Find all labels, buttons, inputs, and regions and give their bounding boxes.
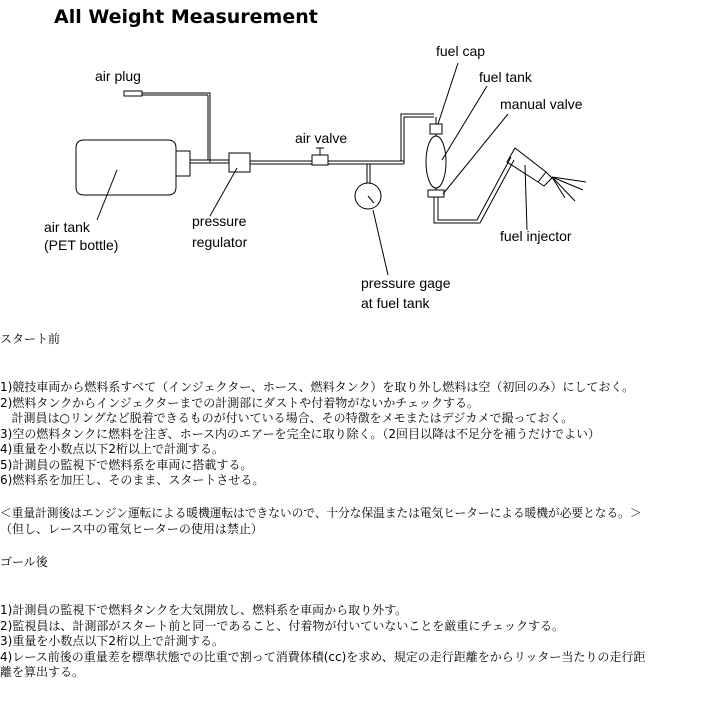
air-tank: [76, 140, 176, 195]
label-pressure-regulator-sub: regulator: [192, 234, 248, 250]
manual-valve: [428, 190, 444, 197]
air-valve: [312, 155, 328, 165]
after-goal-heading: ゴール後: [0, 555, 48, 569]
before-start-item: 計測員は○リングなど脱着できるものが付いている場合、その特徴をメモまたはデジカメで撮っておく。: [0, 411, 574, 425]
air-plug: [124, 91, 142, 96]
after-goal-item: 3)重量を小数点以下2桁以上で計測する。: [0, 634, 224, 648]
before-start-item: 3)空の燃料タンクに燃料を注ぎ、ホース内のエアーを完全に取り除く。（2回目以降は不足分を補うだけでよい）: [0, 427, 601, 441]
leader-pressure-gage: [373, 210, 388, 275]
fuel-measurement-diagram: [0, 0, 718, 320]
label-air-valve: air valve: [295, 130, 348, 146]
label-fuel-tank: fuel tank: [479, 69, 532, 85]
pressure-regulator: [229, 153, 250, 172]
before-start-item: 1)競技車両から燃料系すべて（インジェクター、ホース、燃料タンク）を取り外し燃料は空（初回のみ）にしておく。: [0, 380, 635, 394]
label-air-tank-sub: (PET bottle): [44, 237, 119, 253]
before-start-note: ＜重量計測後はエンジン運転による暖機運転はできないので、十分な保温または電気ヒーターによる暖機が必要となる。＞: [0, 506, 642, 520]
before-start-note-sub: （但し、レース中の電気ヒーターの使用は禁止）: [0, 522, 263, 536]
before-start-item: 4)重量を小数点以下2桁以上で計測する。: [0, 442, 224, 456]
after-goal-item: 2)監視員は、計測部がスタート前と同一であること、付着物が付いていないことを厳重にチェックする。: [0, 619, 564, 633]
label-fuel-cap: fuel cap: [436, 43, 486, 59]
fuel-cap: [430, 124, 442, 134]
before-start-item: 2)燃料タンクからインジェクターまでの計測部にダストや付着物がないかチェックする。: [0, 396, 479, 410]
label-air-tank: air tank: [44, 219, 90, 235]
page-title: All Weight Measurement: [54, 6, 318, 28]
fuel-tank: [426, 136, 446, 188]
leader-fuel-cap: [438, 63, 458, 124]
leader-manual-valve: [443, 114, 508, 194]
air-tank-neck: [176, 151, 190, 176]
label-pressure-regulator: pressure: [192, 213, 247, 229]
label-pressure-gage: pressure gage: [361, 275, 451, 291]
after-goal-item: 1)計測員の監視下で燃料タンクを大気開放し、燃料系を車両から取り外す。: [0, 603, 408, 617]
after-goal-item: 離を算出する。: [0, 665, 85, 679]
label-manual-valve: manual valve: [500, 96, 583, 112]
before-start-heading: スタート前: [0, 332, 61, 346]
label-air-plug: air plug: [95, 68, 141, 84]
fuel-injector: [507, 148, 546, 182]
before-start-item: 5)計測員の監視下で燃料系を車両に搭載する。: [0, 458, 253, 472]
label-fuel-injector: fuel injector: [500, 228, 572, 244]
after-goal-item: 4)レース前後の重量差を標準状態での比重で割って消費体積(cc)を求め、規定の走行距離をからリッター当たりの走行距: [0, 650, 646, 664]
label-pressure-gage-sub: at fuel tank: [361, 295, 430, 311]
before-start-item: 6)燃料系を加圧し、そのまま、スタートさせる。: [0, 473, 265, 487]
leader-regulator: [210, 168, 237, 216]
